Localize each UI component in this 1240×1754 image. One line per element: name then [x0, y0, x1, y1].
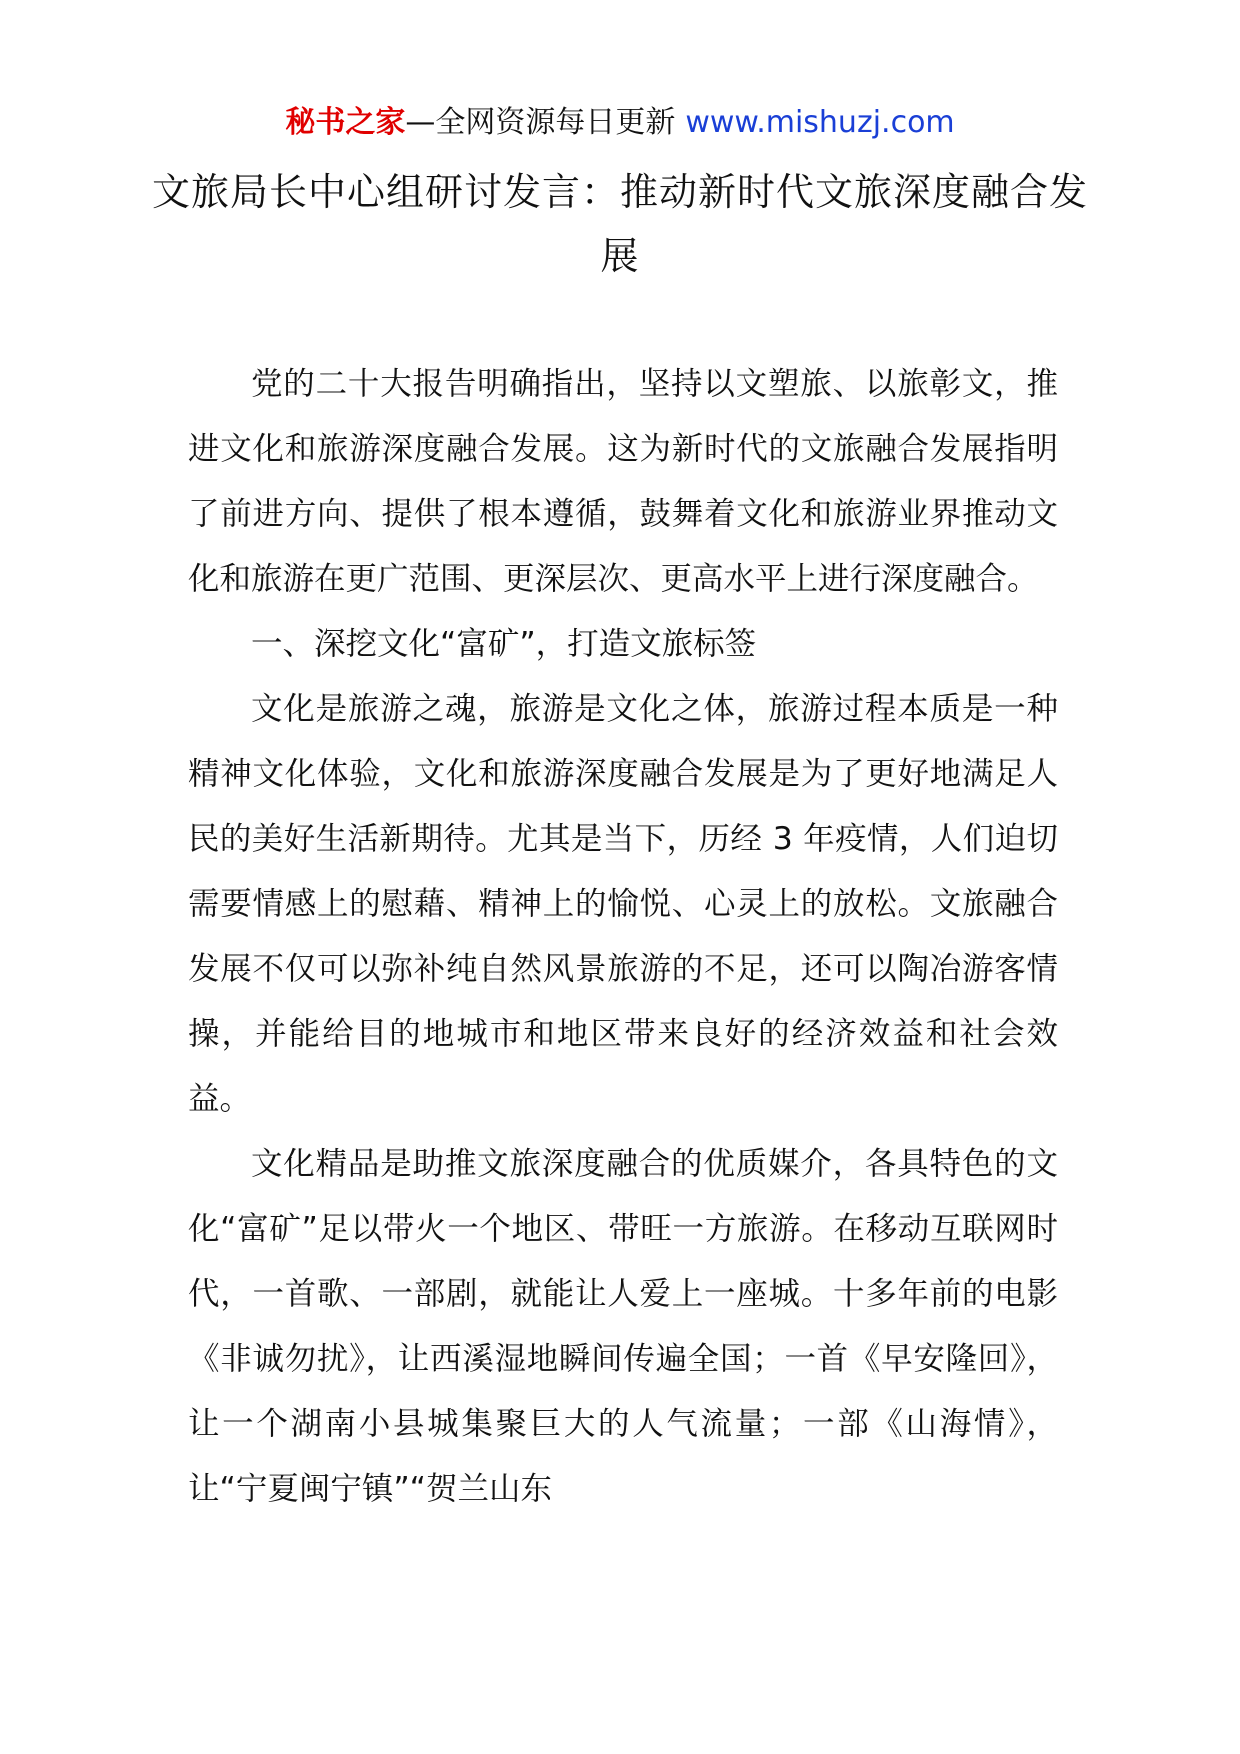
- section-heading-1: 一、深挖文化“富矿”，打造文旅标签: [251, 626, 757, 662]
- document-title: 文旅局长中心组研讨发言：推动新时代文旅深度融合发展: [151, 170, 1088, 278]
- paragraph-intro: 党的二十大报告明确指出，坚持以文塑旅、以旅彰文，推进文化和旅游深度融合发展。这为新时代的文旅融合发展指明了前进方向、提供了根本遵循，鼓舞着文化和旅游业界推动文化和旅游在更广范围、更深层次、更高水平上进行深度融合。: [188, 366, 1058, 597]
- site-brand: 秘书之家: [285, 105, 406, 140]
- site-url-link[interactable]: www.mishuzj.com: [685, 105, 955, 140]
- paragraph-cultural-works: 文化精品是助推文旅深度融合的优质媒介，各具特色的文化“富矿”足以带火一个地区、带旺一方旅游。在移动互联网时代，一首歌、一部剧，就能让人爱上一座城。十多年前的电影《非诚勿扰》，让西溪湿地瞬间传遍全国；一首《早安隆回》，让一个湖南小县城集聚巨大的人气流量；一部《山海情》，让“宁夏闽宁镇”“贺兰山东: [188, 1146, 1058, 1507]
- site-slogan: —全网资源每日更新: [405, 105, 676, 140]
- site-banner: [0, 100, 1240, 146]
- paragraph-culture-soul: 文化是旅游之魂，旅游是文化之体，旅游过程本质是一种精神文化体验，文化和旅游深度融合发展是为了更好地满足人民的美好生活新期待。尤其是当下，历经 3 年疫情，人们迫切需要情感上的慰藉、精神上的愉悦、心灵上的放松。文旅融合发展不仅可以弥补纯自然风景旅游的不足，还可以陶冶游客情操，并能给目的地城市和地区带来良好的经济效益和社会效益。: [188, 691, 1058, 1117]
- document-body: [188, 352, 1058, 1522]
